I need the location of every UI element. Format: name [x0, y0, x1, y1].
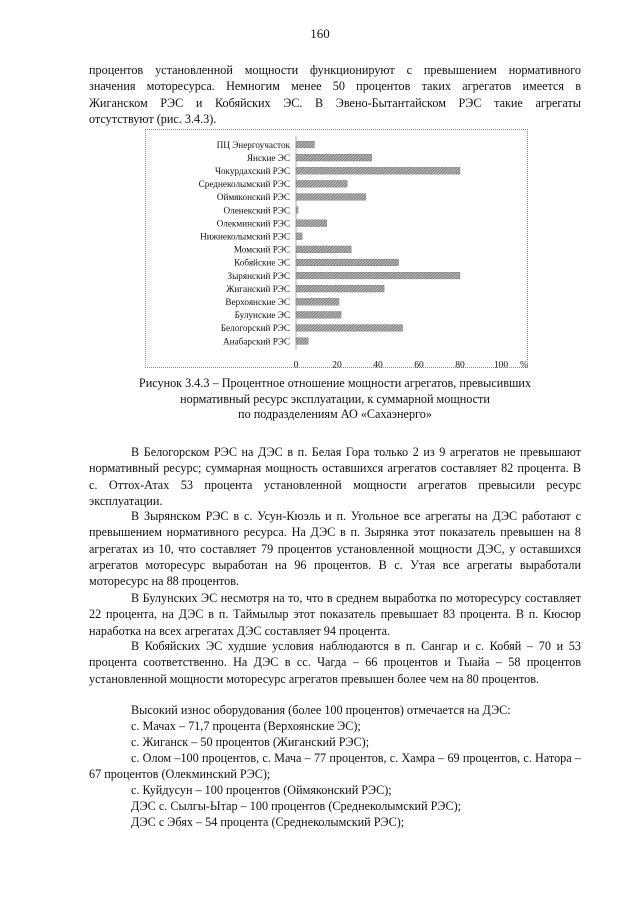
- category-label: Белогорский РЭС: [220, 323, 290, 334]
- bar: [296, 180, 347, 187]
- body-paragraph-2: В Зырянском РЭС в с. Усун-Кюэль и п. Угольное все агрегаты на ДЭС работают с превышением нормативного ресурса. На ДЭС в п. Зырянка этот показатель превышен на 8 агрегатах из 10, что составляет 79 процентов установленной мощности ДЭС, у оставшихся агрегатов моторесурс выработан на 96 процентов. В с. Утая все агрегаты выработали моторесурс на 88 процентов.: [89, 509, 581, 589]
- body-paragraph-3: В Булунских ЭС несмотря на то, что в среднем выработка по моторесурсу составляет 22 процента, на ДЭС в п. Таймылыр этот показатель превышает 83 процента. В п. Кюсюр наработка на всех агрегатах ДЭС составляет 94 процента.: [89, 591, 581, 638]
- figure-caption: [89, 376, 581, 423]
- category-label: Нижнеколымский РЭС: [200, 231, 290, 242]
- bar: [296, 154, 372, 161]
- list-item: с. Мачах – 71,7 процента (Верхоянские ЭС);: [131, 719, 361, 733]
- bar: [296, 220, 327, 227]
- bar: [296, 246, 351, 253]
- bar: [296, 298, 339, 305]
- category-label: Олекминский РЭС: [216, 218, 290, 229]
- bar: [296, 207, 298, 214]
- caption-line: Рисунок 3.4.3 – Процентное отношение мощности агрегатов, превысивших: [138, 376, 532, 390]
- x-tick-label: 20: [332, 360, 342, 369]
- bar: [296, 141, 314, 148]
- x-tick-label: 100: [493, 360, 509, 369]
- bar-chart: [146, 130, 529, 369]
- category-label: ПЦ Энергоучасток: [216, 139, 290, 150]
- x-tick-label: 60: [414, 360, 424, 369]
- category-label: Кобяйские ЭС: [234, 257, 290, 268]
- x-unit-label: %: [520, 360, 528, 369]
- category-label: Булунские ЭС: [234, 310, 290, 321]
- list-item: с. Олом –100 процентов, с. Мача – 77 процентов, с. Хамра – 69 процентов, с. Натора – 67 процентов (Олекминский РЭС);: [89, 751, 581, 781]
- x-tick-label: 40: [373, 360, 383, 369]
- list-item: ДЭС с Эбях – 54 процента (Среднеколымский РЭС);: [131, 815, 405, 829]
- category-label: Жиганский РЭС: [226, 283, 290, 294]
- list-item: с. Жиганск – 50 процентов (Жиганский РЭС);: [131, 735, 370, 749]
- intro-paragraph: [89, 62, 581, 127]
- bar: [296, 167, 460, 174]
- page-number: 160: [310, 26, 330, 41]
- category-label: Анабарский РЭС: [223, 336, 290, 347]
- category-label: Оленекский РЭС: [223, 205, 290, 216]
- bar: [296, 259, 399, 266]
- list-intro: Высокий износ оборудования (более 100 процентов) отмечается на ДЭС:: [131, 703, 511, 717]
- intro-line: отсутствуют (рис. 3.4.3).: [89, 111, 217, 126]
- body-paragraph-4: В Кобяйских ЭС худшие условия наблюдаются в п. Сангар и с. Кобяй – 70 и 53 процента соответственно. На ДЭС в сс. Чагда – 66 процентов и Тыайа – 58 процентов установленной мощности моторесурс агрегатов превышен более чем на 80 процентов.: [89, 639, 581, 686]
- category-label: Верхоянские ЭС: [225, 296, 290, 307]
- list-item: ДЭС с. Сылгы-Ытар – 100 процентов (Среднеколымский РЭС);: [131, 799, 462, 813]
- caption-line: нормативный ресурс эксплуатации, к суммарной мощности: [180, 391, 490, 406]
- bar: [296, 272, 460, 279]
- list-item: с. Куйдусун – 100 процентов (Оймяконский РЭС);: [131, 783, 392, 797]
- category-label: Янские ЭС: [246, 152, 290, 163]
- intro-line: значения моторесурса. Немногим менее 50 процентов таких агрегатов имеется в: [89, 79, 581, 94]
- category-label: Чокурдахский РЭС: [214, 165, 290, 176]
- bar: [296, 194, 366, 201]
- x-tick-label: 80: [455, 360, 465, 369]
- x-tick-label: 0: [293, 360, 299, 369]
- category-label: Момский РЭС: [233, 244, 290, 255]
- bar: [296, 338, 308, 345]
- bar: [296, 325, 403, 332]
- intro-line: процентов установленной мощности функционируют с превышением нормативного: [89, 63, 581, 77]
- bar: [296, 233, 302, 240]
- category-label: Среднеколымский РЭС: [198, 179, 290, 190]
- bar: [296, 311, 341, 318]
- intro-line: Жиганском РЭС и Кобяйских ЭС. В Эвено-Бытантайском РЭС такие агрегаты: [89, 95, 581, 110]
- bar: [296, 285, 384, 292]
- caption-line: по подразделениям АО «Сахаэнерго»: [238, 407, 432, 421]
- category-label: Оймяконский РЭС: [216, 192, 290, 203]
- body-paragraph-1: В Белогорском РЭС на ДЭС в п. Белая Гора только 2 из 9 агрегатов не превышают нормативный ресурс; суммарная мощность оставшихся агрегатов составляет 82 процента. В с. Оттох-Атах 53 процента установленной мощности агрегатов превысили ресурс эксплуатации.: [89, 445, 581, 508]
- category-label: Зырянский РЭС: [227, 270, 290, 281]
- chart-frame: [145, 129, 528, 368]
